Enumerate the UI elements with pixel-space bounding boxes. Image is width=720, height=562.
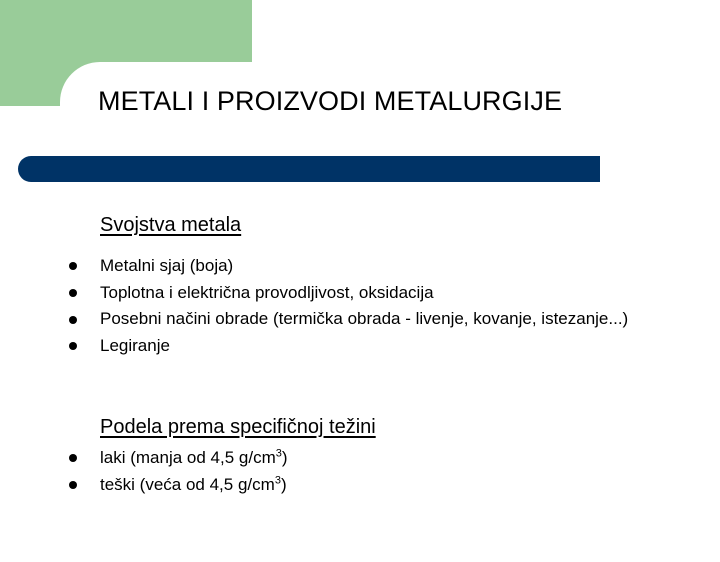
- bullet-icon: [69, 262, 77, 270]
- bullet-icon: [69, 454, 77, 462]
- list-item-text: Toplotna i električna provodljivost, oksidacija: [100, 283, 434, 302]
- list-item: [0, 306, 680, 332]
- slide-title: METALI I PROIZVODI METALURGIJE: [98, 86, 563, 116]
- list-item: [0, 332, 680, 359]
- title-underline-bar: [18, 156, 600, 182]
- superscript: 3: [274, 474, 281, 487]
- bullet-icon: [69, 481, 77, 489]
- list-item-text: laki (manja od 4,5 g/cm: [100, 448, 276, 467]
- properties-list: [0, 252, 680, 359]
- superscript: 3: [275, 447, 282, 460]
- list-item: [0, 252, 680, 279]
- list-item: [0, 444, 288, 471]
- list-item-text: teški (veća od 4,5 g/cm: [100, 475, 275, 494]
- list-item-text: Legiranje: [100, 336, 170, 355]
- list-item: [0, 279, 680, 306]
- bullet-icon: [69, 289, 77, 297]
- weight-list: [0, 444, 288, 498]
- list-item: [0, 471, 288, 498]
- list-item-text-tail: ): [280, 475, 287, 494]
- section-heading-properties: Svojstva metala: [100, 214, 242, 236]
- section-heading-weight: Podela prema specifičnoj težini: [100, 416, 376, 438]
- list-item-text-tail: ): [281, 448, 288, 467]
- bullet-icon: [69, 342, 77, 350]
- list-item-text: Posebni načini obrade (termička obrada - livenje, kovanje, istezanje...): [100, 309, 629, 328]
- bullet-icon: [69, 316, 77, 324]
- list-item-text: Metalni sjaj (boja): [100, 256, 234, 275]
